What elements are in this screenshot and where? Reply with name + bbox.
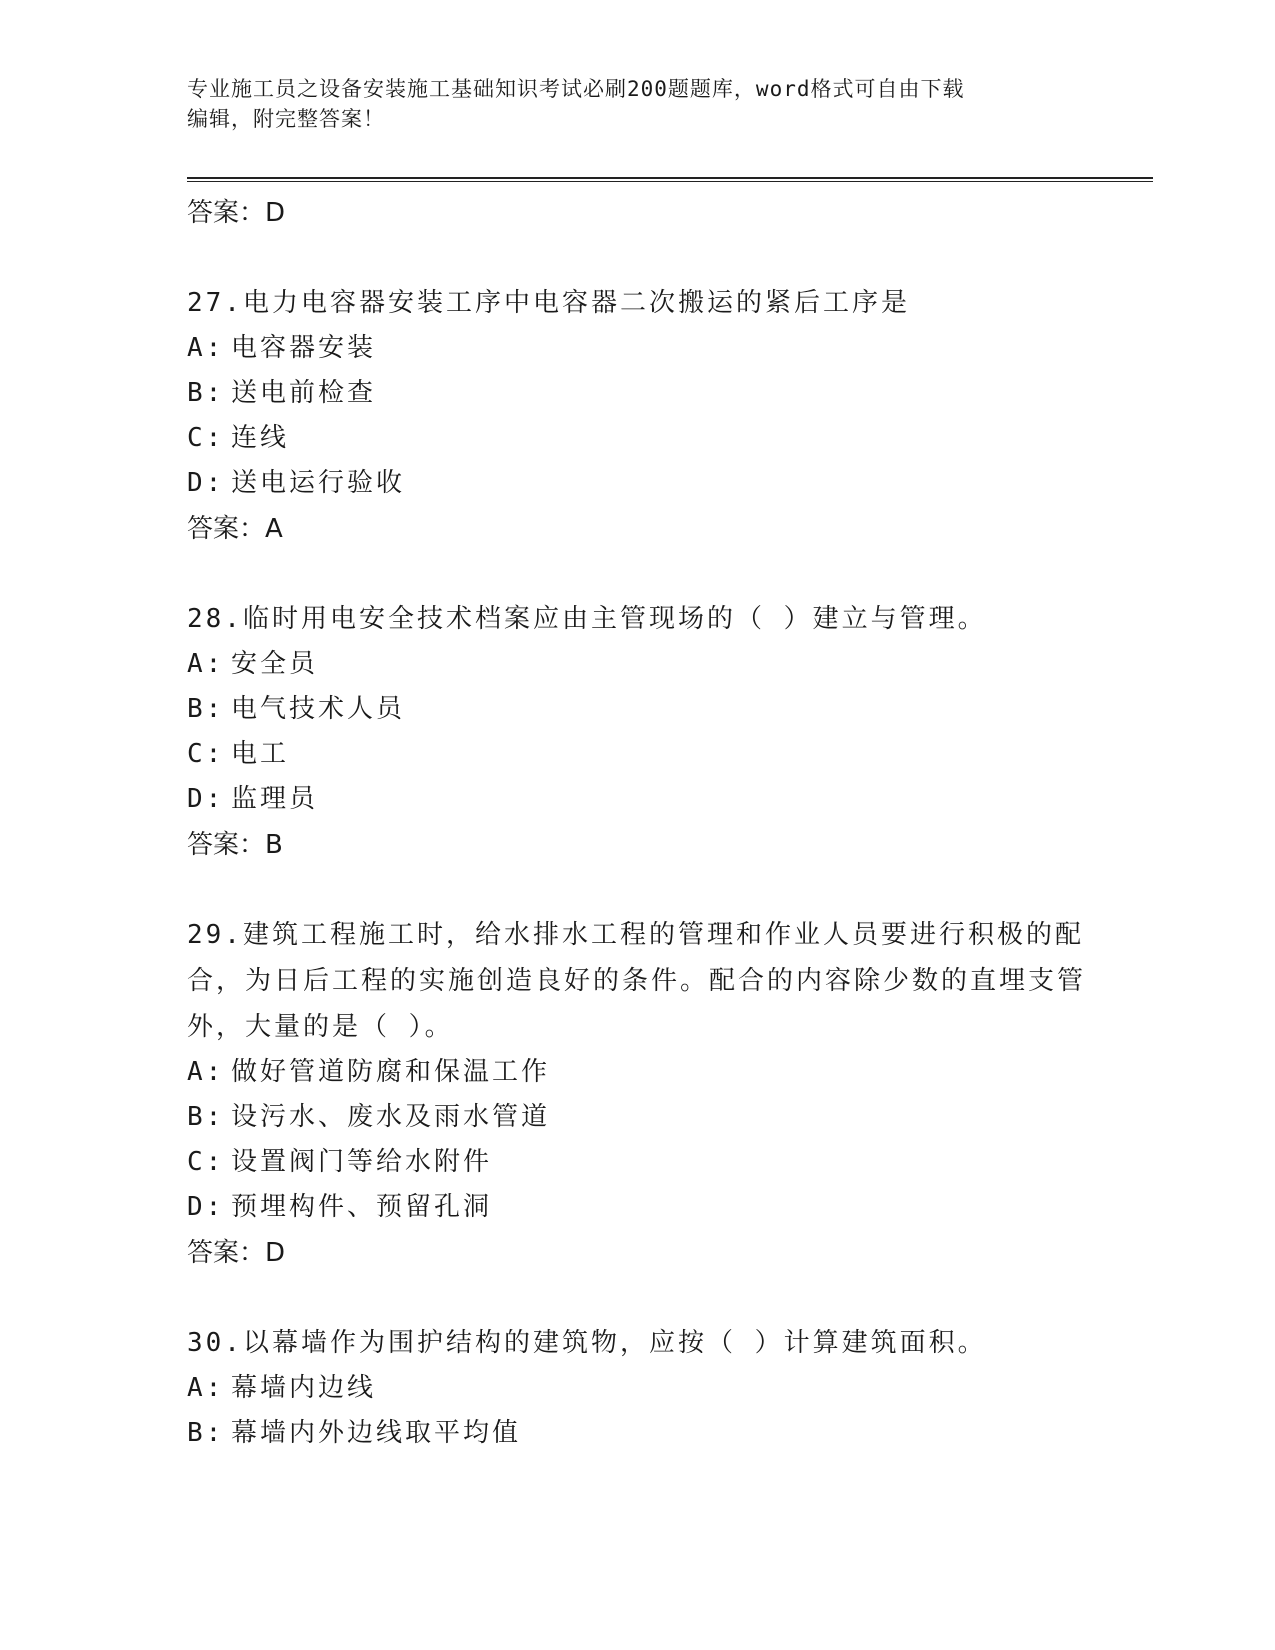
- option-key: B:: [187, 378, 225, 408]
- option-key: C:: [187, 1147, 225, 1177]
- option-b: [187, 687, 1087, 732]
- option-text: 电容器安装: [231, 333, 377, 363]
- question-stem: 28.临时用电安全技术档案应由主管现场的（ ）建立与管理。: [187, 604, 987, 634]
- option-key: A:: [187, 649, 225, 679]
- option-key: D:: [187, 468, 225, 498]
- option-text: 预埋构件、预留孔洞: [231, 1192, 493, 1222]
- option-key: B:: [187, 1102, 225, 1132]
- question-29: [187, 912, 1087, 1276]
- option-a: [187, 326, 1087, 371]
- option-text: 设置阀门等给水附件: [231, 1147, 493, 1177]
- header-divider-thick: [187, 177, 1153, 179]
- option-b: [187, 371, 1087, 416]
- option-text: 做好管道防腐和保温工作: [231, 1057, 551, 1087]
- option-text: 幕墙内边线: [231, 1373, 377, 1403]
- question-stem: 30.以幕墙作为围护结构的建筑物，应按（ ）计算建筑面积。: [187, 1328, 987, 1358]
- option-text: 安全员: [231, 649, 319, 679]
- option-text: 电气技术人员: [231, 694, 406, 724]
- option-text: 送电运行验收: [231, 468, 406, 498]
- option-a: [187, 1050, 1087, 1095]
- option-c: [187, 416, 1087, 461]
- option-key: A:: [187, 1373, 225, 1403]
- header-line-1: 专业施工员之设备安装施工基础知识考试必刷200题题库，word格式可自由下载: [187, 77, 965, 101]
- option-key: D:: [187, 1192, 225, 1222]
- option-d: [187, 461, 1087, 506]
- answer-line: 答案：D: [187, 198, 286, 228]
- document-header: [187, 74, 1067, 134]
- option-b: [187, 1095, 1087, 1140]
- option-a: [187, 642, 1087, 687]
- answer-line: 答案：D: [187, 1238, 286, 1268]
- header-divider-thin: [187, 181, 1153, 182]
- option-text: 监理员: [231, 784, 319, 814]
- option-d: [187, 1185, 1087, 1230]
- option-key: D:: [187, 784, 225, 814]
- option-c: [187, 732, 1087, 777]
- answer-line: 答案：A: [187, 514, 283, 544]
- option-key: C:: [187, 423, 225, 453]
- question-30: [187, 1320, 1087, 1456]
- option-key: C:: [187, 739, 225, 769]
- option-b: [187, 1411, 1087, 1456]
- option-key: A:: [187, 333, 225, 363]
- answer-line: 答案：B: [187, 830, 283, 860]
- option-c: [187, 1140, 1087, 1185]
- option-text: 幕墙内外边线取平均值: [231, 1418, 522, 1448]
- option-d: [187, 777, 1087, 822]
- option-a: [187, 1366, 1087, 1411]
- option-text: 连线: [231, 423, 290, 453]
- question-content: [187, 190, 1087, 1456]
- question-28: [187, 596, 1087, 868]
- option-text: 电工: [231, 739, 290, 769]
- option-text: 设污水、废水及雨水管道: [231, 1102, 551, 1132]
- option-key: B:: [187, 1418, 225, 1448]
- question-27: [187, 280, 1087, 552]
- option-key: A:: [187, 1057, 225, 1087]
- question-stem: 29.建筑工程施工时，给水排水工程的管理和作业人员要进行积极的配合，为日后工程的实施创造良好的条件。配合的内容除少数的直埋支管外，大量的是（ ）。: [187, 920, 1087, 1042]
- question-stem: 27.电力电容器安装工序中电容器二次搬运的紧后工序是: [187, 288, 910, 318]
- option-key: B:: [187, 694, 225, 724]
- option-text: 送电前检查: [231, 378, 377, 408]
- header-line-2: 编辑，附完整答案！: [187, 107, 385, 131]
